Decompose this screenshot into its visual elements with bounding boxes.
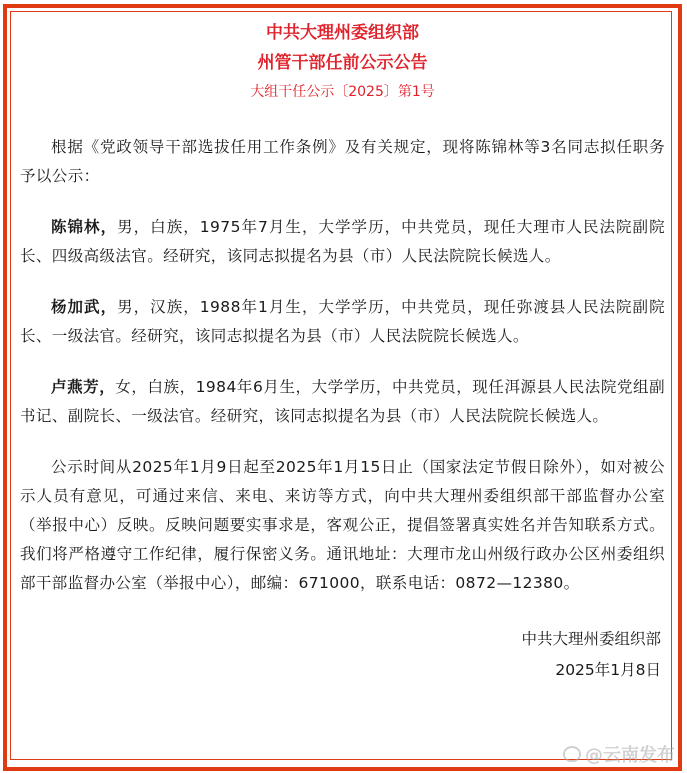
candidate-details: 女，白族，1984年6月生，大学学历，中共党员，现任洱源县人民法院党组副书记、副院长、一级法官。经研究，该同志拟提名为县（市）人民法院院长候选人。 (20, 378, 665, 425)
watermark (563, 741, 675, 767)
watermark-text: @云南发布 (585, 745, 675, 766)
signature-date: 2025年1月8日 (555, 661, 661, 679)
candidate-name: 陈锦林， (51, 218, 118, 236)
announcement-title: 州管干部任前公示公告 (257, 53, 428, 73)
issuer-title: 中共大理州委组织部 (266, 23, 419, 43)
candidate-paragraph (20, 293, 665, 351)
candidate-paragraph (20, 373, 665, 431)
candidate-details: 男，汉族，1988年1月生，大学学历，中共党员，现任弥渡县人民法院副院长、一级法官。经研究，该同志拟提名为县（市）人民法院院长候选人。 (20, 298, 665, 345)
intro-paragraph: 根据《党政领导干部选拔任用工作条例》及有关规定，现将陈锦林等3名同志拟任职务予以公示： (20, 138, 665, 185)
weibo-logo-icon (563, 746, 581, 762)
candidate-paragraph (20, 213, 665, 271)
document-number: 大组干任公示〔2025〕第1号 (250, 84, 435, 100)
notice-paragraph: 公示时间从2025年1月9日起至2025年1月15日止（国家法定节假日除外），如对被公示人员有意见，可通过来信、来电、来访等方式，向中共大理州委组织部干部监督办公室（举报中心）反映。反映问题要实事求是，客观公正，提倡签署真实姓名并告知联系方式。我们将严格遵守工作纪律，履行保密义务。通讯地址：大理市龙山州级行政办公区州委组织部干部监督办公室（举报中心），邮编：671000，联系电话：0872—12380。 (20, 458, 665, 592)
candidate-details: 男，白族，1975年7月生，大学学历，中共党员，现任大理市人民法院副院长、四级高级法官。经研究，该同志拟提名为县（市）人民法院院长候选人。 (20, 218, 665, 265)
candidate-name: 卢燕芳， (51, 378, 116, 396)
candidate-name: 杨加武， (51, 298, 118, 316)
signature-org: 中共大理州委组织部 (521, 630, 661, 648)
announcement-document (20, 18, 665, 686)
